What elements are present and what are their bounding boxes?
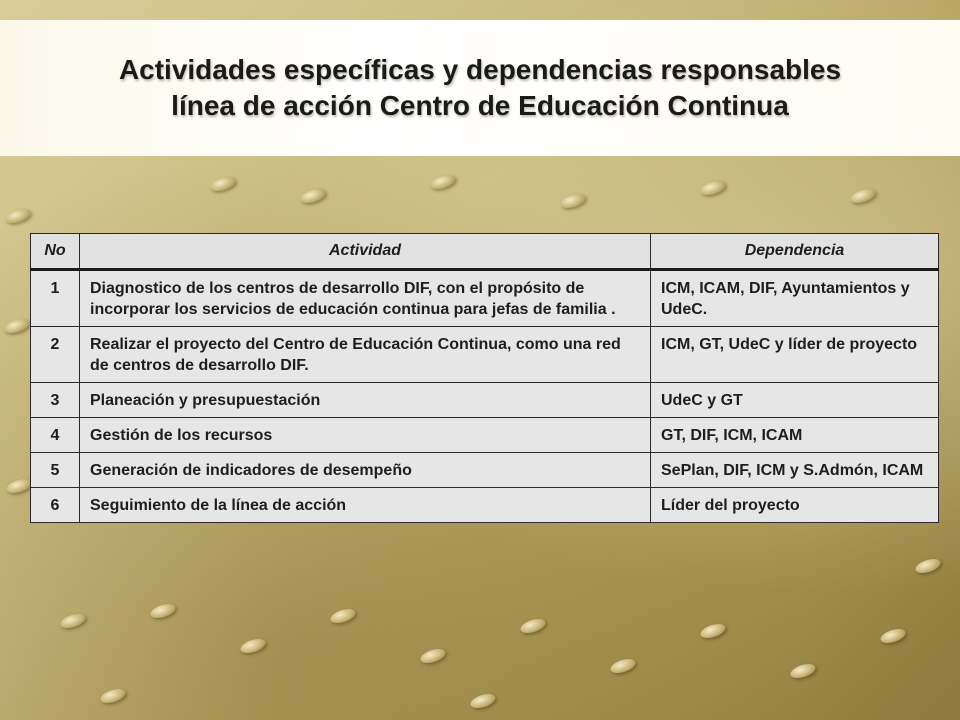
title-line-1: Actividades específicas y dependencias responsables <box>118 54 842 85</box>
decorative-dot <box>4 206 32 225</box>
cell-no: 4 <box>31 418 80 453</box>
cell-actividad: Seguimiento de la línea de acción <box>80 488 651 523</box>
table-row <box>31 270 939 327</box>
table-row <box>31 488 939 523</box>
activities-table <box>30 233 939 523</box>
decorative-dot <box>419 646 447 665</box>
cell-dependencia: SePlan, DIF, ICM y S.Admón, ICAM <box>651 453 939 488</box>
decorative-dot <box>469 691 497 710</box>
cell-no: 5 <box>31 453 80 488</box>
decorative-dot <box>99 686 127 705</box>
decorative-dot <box>699 178 727 197</box>
cell-no: 2 <box>31 327 80 383</box>
decorative-dot <box>699 621 727 640</box>
decorative-dot <box>849 186 877 205</box>
decorative-dot <box>149 601 177 620</box>
decorative-dot <box>329 606 357 625</box>
decorative-dot <box>299 186 327 205</box>
column-header-no: No <box>31 234 80 270</box>
decorative-dot <box>914 556 942 575</box>
decorative-dot <box>3 316 31 335</box>
cell-actividad: Gestión de los recursos <box>80 418 651 453</box>
column-header-dependencia: Dependencia <box>651 234 939 270</box>
decorative-dot <box>559 191 587 210</box>
decorative-dot <box>59 611 87 630</box>
decorative-dot <box>5 476 33 495</box>
cell-no: 6 <box>31 488 80 523</box>
decorative-dot <box>879 626 907 645</box>
cell-actividad: Generación de indicadores de desempeño <box>80 453 651 488</box>
decorative-dot <box>429 172 457 191</box>
table-row <box>31 453 939 488</box>
page-title <box>0 52 960 124</box>
cell-no: 1 <box>31 270 80 327</box>
decorative-dot <box>209 174 237 193</box>
table-row <box>31 327 939 383</box>
cell-dependencia: ICM, GT, UdeC y líder de proyecto <box>651 327 939 383</box>
decorative-dot <box>789 661 817 680</box>
decorative-dot <box>239 636 267 655</box>
table-row <box>31 383 939 418</box>
cell-dependencia: GT, DIF, ICM, ICAM <box>651 418 939 453</box>
cell-dependencia: ICM, ICAM, DIF, Ayuntamientos y UdeC. <box>651 270 939 327</box>
column-header-actividad: Actividad <box>80 234 651 270</box>
cell-actividad: Diagnostico de los centros de desarrollo DIF, con el propósito de incorporar los servicios de educación continua para jefas de familia . <box>80 270 651 327</box>
cell-no: 3 <box>31 383 80 418</box>
decorative-dot <box>519 616 547 635</box>
table-row <box>31 418 939 453</box>
title-line-2: línea de acción Centro de Educación Continua <box>171 90 789 121</box>
cell-actividad: Planeación y presupuestación <box>80 383 651 418</box>
cell-dependencia: Líder del proyecto <box>651 488 939 523</box>
cell-dependencia: UdeC y GT <box>651 383 939 418</box>
table-header-row <box>31 234 939 270</box>
cell-actividad: Realizar el proyecto del Centro de Educación Continua, como una red de centros de desarrollo DIF. <box>80 327 651 383</box>
decorative-dot <box>609 656 637 675</box>
